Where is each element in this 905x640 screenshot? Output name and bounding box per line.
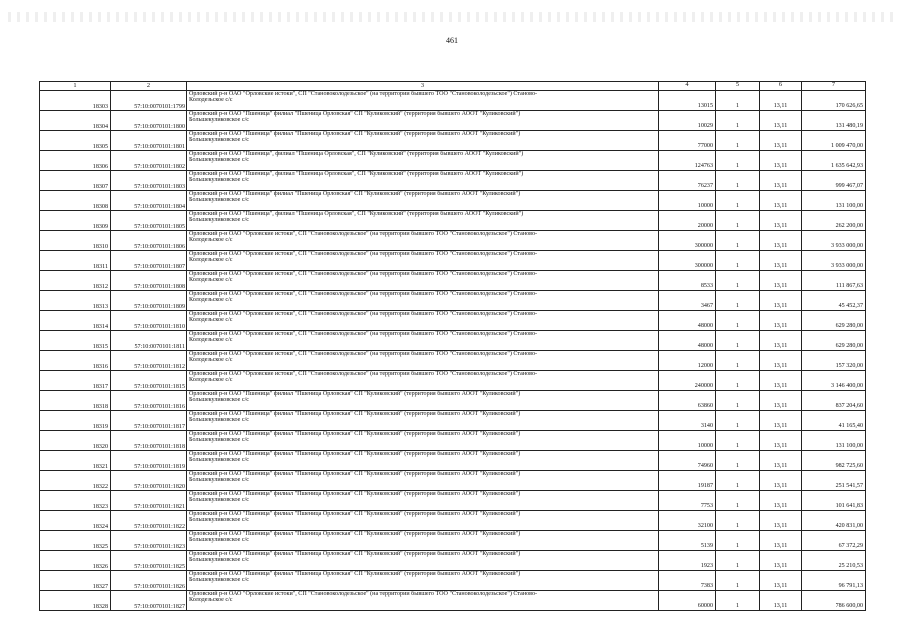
price-cell: 13,11 <box>760 491 802 511</box>
area-cell: 7753 <box>659 491 716 511</box>
cadastral-number-cell: 57:10:0070101:1810 <box>111 311 187 331</box>
description-line-1: Орловский р-н ОАО "Орловские истоки", СП "Становоколодезьское" (на территории бывшего ТОО "Становоколодезьское") Станово- <box>189 231 538 237</box>
description-line-2: Колодезьское с/с <box>189 337 233 344</box>
description-cell <box>187 111 659 131</box>
value-cell: 837 204,60 <box>802 391 866 411</box>
page-number: 461 <box>446 36 458 45</box>
area-cell: 13015 <box>659 91 716 111</box>
table-row <box>40 211 866 231</box>
description-line-2: Большекуликовское с/с <box>189 217 249 224</box>
area-cell: 74960 <box>659 451 716 471</box>
price-cell: 13,11 <box>760 571 802 591</box>
description-line-2: Большекуликовское с/с <box>189 137 249 144</box>
area-cell: 77000 <box>659 131 716 151</box>
cadastral-number-cell: 57:10:0070101:1801 <box>111 131 187 151</box>
row-id-cell: 18322 <box>40 471 111 491</box>
header-col-1: 1 <box>40 82 111 91</box>
price-cell: 13,11 <box>760 411 802 431</box>
description-cell <box>187 91 659 111</box>
count-cell: 1 <box>716 491 760 511</box>
area-cell: 12000 <box>659 351 716 371</box>
price-cell: 13,11 <box>760 191 802 211</box>
description-cell <box>187 551 659 571</box>
price-cell: 13,11 <box>760 551 802 571</box>
description-line-2: Большекуликовское с/с <box>189 417 249 424</box>
value-cell: 45 452,37 <box>802 291 866 311</box>
price-cell: 13,11 <box>760 251 802 271</box>
description-line-1: Орловский р-н ОАО "Пшеница" филиал "Пшеница Орловская" СП "Куликовский" (территория бывшего АООТ "Куликовский") <box>189 111 521 117</box>
table-row <box>40 91 866 111</box>
description-line-1: Орловский р-н ОАО "Пшеница" филиал "Пшеница Орловская" СП "Куликовский" (территория бывшего АООТ "Куликовский") <box>189 451 521 457</box>
row-id-cell: 18325 <box>40 531 111 551</box>
description-cell <box>187 191 659 211</box>
description-cell <box>187 351 659 371</box>
description-line-1: Орловский р-н ОАО "Орловские истоки", СП "Становоколодезьское" (на территории бывшего ТОО "Становоколодезьское") Станово- <box>189 91 538 97</box>
count-cell: 1 <box>716 231 760 251</box>
description-line-1: Орловский р-н ОАО "Пшеница", филиал "Пшеница Орловская", СП "Куликовский" (территория бывшего АООТ "Куликовский") <box>189 211 524 217</box>
description-cell <box>187 311 659 331</box>
table-row <box>40 591 866 611</box>
count-cell: 1 <box>716 191 760 211</box>
header-col-6: 6 <box>760 82 802 91</box>
header-col-5: 5 <box>716 82 760 91</box>
row-id-cell: 18306 <box>40 151 111 171</box>
value-cell: 251 541,57 <box>802 471 866 491</box>
count-cell: 1 <box>716 91 760 111</box>
description-cell <box>187 211 659 231</box>
count-cell: 1 <box>716 251 760 271</box>
area-cell: 3140 <box>659 411 716 431</box>
value-cell: 3 933 000,00 <box>802 231 866 251</box>
count-cell: 1 <box>716 211 760 231</box>
count-cell: 1 <box>716 311 760 331</box>
table-row <box>40 451 866 471</box>
value-cell: 157 320,00 <box>802 351 866 371</box>
price-cell: 13,11 <box>760 271 802 291</box>
cadastral-number-cell: 57:10:0070101:1820 <box>111 471 187 491</box>
table-row <box>40 371 866 391</box>
row-id-cell: 18321 <box>40 451 111 471</box>
description-line-2: Колодезьское с/с <box>189 297 233 304</box>
value-cell: 67 372,29 <box>802 531 866 551</box>
cadastral-number-cell: 57:10:0070101:1806 <box>111 231 187 251</box>
cadastral-number-cell: 57:10:0070101:1809 <box>111 291 187 311</box>
row-id-cell: 18304 <box>40 111 111 131</box>
area-cell: 63860 <box>659 391 716 411</box>
row-id-cell: 18320 <box>40 431 111 451</box>
row-id-cell: 18313 <box>40 291 111 311</box>
row-id-cell: 18328 <box>40 591 111 611</box>
count-cell: 1 <box>716 291 760 311</box>
value-cell: 131 100,00 <box>802 431 866 451</box>
price-cell: 13,11 <box>760 131 802 151</box>
table-row <box>40 471 866 491</box>
value-cell: 41 165,40 <box>802 411 866 431</box>
description-cell <box>187 531 659 551</box>
description-cell <box>187 511 659 531</box>
description-line-2: Колодезьское с/с <box>189 237 233 244</box>
land-parcel-table <box>39 81 866 611</box>
description-line-2: Большекуликовское с/с <box>189 177 249 184</box>
area-cell: 32100 <box>659 511 716 531</box>
cadastral-number-cell: 57:10:0070101:1819 <box>111 451 187 471</box>
description-line-1: Орловский р-н ОАО "Пшеница" филиал "Пшеница Орловская" СП "Куликовский" (территория бывшего АООТ "Куликовский") <box>189 551 521 557</box>
description-line-2: Большекуликовское с/с <box>189 477 249 484</box>
value-cell: 3 933 000,00 <box>802 251 866 271</box>
cadastral-number-cell: 57:10:0070101:1816 <box>111 391 187 411</box>
description-cell <box>187 151 659 171</box>
description-line-2: Большекуликовское с/с <box>189 537 249 544</box>
count-cell: 1 <box>716 331 760 351</box>
description-cell <box>187 171 659 191</box>
row-id-cell: 18317 <box>40 371 111 391</box>
description-line-1: Орловский р-н ОАО "Орловские истоки", СП "Становоколодезьское" (на территории бывшего ТОО "Становоколодезьское") Станово- <box>189 291 538 297</box>
value-cell: 170 626,65 <box>802 91 866 111</box>
description-line-1: Орловский р-н ОАО "Орловские истоки", СП "Становоколодезьское" (на территории бывшего ТОО "Становоколодезьское") Станово- <box>189 591 538 597</box>
value-cell: 786 600,00 <box>802 591 866 611</box>
row-id-cell: 18319 <box>40 411 111 431</box>
cadastral-number-cell: 57:10:0070101:1799 <box>111 91 187 111</box>
cadastral-number-cell: 57:10:0070101:1812 <box>111 351 187 371</box>
description-line-2: Колодезьское с/с <box>189 97 233 104</box>
table-row <box>40 351 866 371</box>
row-id-cell: 18305 <box>40 131 111 151</box>
count-cell: 1 <box>716 511 760 531</box>
price-cell: 13,11 <box>760 211 802 231</box>
description-line-1: Орловский р-н ОАО "Пшеница" филиал "Пшеница Орловская" СП "Куликовский" (территория бывшего АООТ "Куликовский") <box>189 571 521 577</box>
description-line-1: Орловский р-н ОАО "Орловские истоки", СП "Становоколодезьское" (на территории бывшего ТОО "Становоколодезьское") Станово- <box>189 251 538 257</box>
table-row <box>40 171 866 191</box>
row-id-cell: 18318 <box>40 391 111 411</box>
area-cell: 300000 <box>659 231 716 251</box>
row-id-cell: 18312 <box>40 271 111 291</box>
row-id-cell: 18323 <box>40 491 111 511</box>
description-line-2: Колодезьское с/с <box>189 597 233 604</box>
row-id-cell: 18324 <box>40 511 111 531</box>
description-line-1: Орловский р-н ОАО "Пшеница" филиал "Пшеница Орловская" СП "Куликовский" (территория бывшего АООТ "Куликовский") <box>189 491 521 497</box>
value-cell: 96 791,13 <box>802 571 866 591</box>
table-row <box>40 431 866 451</box>
count-cell: 1 <box>716 151 760 171</box>
cadastral-number-cell: 57:10:0070101:1826 <box>111 571 187 591</box>
area-cell: 3467 <box>659 291 716 311</box>
area-cell: 7383 <box>659 571 716 591</box>
row-id-cell: 18309 <box>40 211 111 231</box>
description-cell <box>187 471 659 491</box>
description-line-2: Колодезьское с/с <box>189 357 233 364</box>
description-line-2: Большекуликовское с/с <box>189 517 249 524</box>
cadastral-number-cell: 57:10:0070101:1805 <box>111 211 187 231</box>
price-cell: 13,11 <box>760 91 802 111</box>
count-cell: 1 <box>716 171 760 191</box>
cadastral-number-cell: 57:10:0070101:1800 <box>111 111 187 131</box>
count-cell: 1 <box>716 371 760 391</box>
table-row <box>40 411 866 431</box>
description-line-2: Большекуликовское с/с <box>189 197 249 204</box>
price-cell: 13,11 <box>760 431 802 451</box>
description-line-2: Большекуликовское с/с <box>189 117 249 124</box>
cadastral-number-cell: 57:10:0070101:1818 <box>111 431 187 451</box>
count-cell: 1 <box>716 391 760 411</box>
count-cell: 1 <box>716 551 760 571</box>
row-id-cell: 18308 <box>40 191 111 211</box>
description-line-1: Орловский р-н ОАО "Пшеница", филиал "Пшеница Орловская", СП "Куликовский" (территория бывшего АООТ "Куликовский") <box>189 151 524 157</box>
description-cell <box>187 451 659 471</box>
price-cell: 13,11 <box>760 591 802 611</box>
cadastral-number-cell: 57:10:0070101:1811 <box>111 331 187 351</box>
cadastral-number-cell: 57:10:0070101:1825 <box>111 551 187 571</box>
price-cell: 13,11 <box>760 371 802 391</box>
count-cell: 1 <box>716 271 760 291</box>
description-line-2: Большекуликовское с/с <box>189 397 249 404</box>
description-line-1: Орловский р-н ОАО "Пшеница" филиал "Пшеница Орловская" СП "Куликовский" (территория бывшего АООТ "Куликовский") <box>189 191 521 197</box>
header-col-7: 7 <box>802 82 866 91</box>
value-cell: 999 467,07 <box>802 171 866 191</box>
area-cell: 60000 <box>659 591 716 611</box>
description-line-1: Орловский р-н ОАО "Пшеница" филиал "Пшеница Орловская" СП "Куликовский" (территория бывшего АООТ "Куликовский") <box>189 131 521 137</box>
count-cell: 1 <box>716 431 760 451</box>
description-line-2: Большекуликовское с/с <box>189 437 249 444</box>
count-cell: 1 <box>716 451 760 471</box>
table-row <box>40 271 866 291</box>
table-row <box>40 251 866 271</box>
description-line-2: Большекуликовское с/с <box>189 557 249 564</box>
value-cell: 131 100,00 <box>802 191 866 211</box>
table-row <box>40 191 866 211</box>
cadastral-number-cell: 57:10:0070101:1821 <box>111 491 187 511</box>
price-cell: 13,11 <box>760 311 802 331</box>
price-cell: 13,11 <box>760 531 802 551</box>
table-row <box>40 551 866 571</box>
value-cell: 101 641,83 <box>802 491 866 511</box>
price-cell: 13,11 <box>760 471 802 491</box>
description-line-1: Орловский р-н ОАО "Пшеница" филиал "Пшеница Орловская" СП "Куликовский" (территория бывшего АООТ "Куликовский") <box>189 411 521 417</box>
value-cell: 1 009 470,00 <box>802 131 866 151</box>
cadastral-number-cell: 57:10:0070101:1802 <box>111 151 187 171</box>
area-cell: 48000 <box>659 311 716 331</box>
price-cell: 13,11 <box>760 291 802 311</box>
area-cell: 124763 <box>659 151 716 171</box>
price-cell: 13,11 <box>760 451 802 471</box>
area-cell: 19187 <box>659 471 716 491</box>
description-line-1: Орловский р-н ОАО "Пшеница" филиал "Пшеница Орловская" СП "Куликовский" (территория бывшего АООТ "Куликовский") <box>189 431 521 437</box>
description-line-1: Орловский р-н ОАО "Орловские истоки", СП "Становоколодезьское" (на территории бывшего ТОО "Становоколодезьское") Станово- <box>189 371 538 377</box>
description-line-1: Орловский р-н ОАО "Пшеница" филиал "Пшеница Орловская" СП "Куликовский" (территория бывшего АООТ "Куликовский") <box>189 391 521 397</box>
price-cell: 13,11 <box>760 511 802 531</box>
value-cell: 629 280,00 <box>802 331 866 351</box>
description-cell <box>187 271 659 291</box>
table-row <box>40 531 866 551</box>
area-cell: 10000 <box>659 191 716 211</box>
description-line-1: Орловский р-н ОАО "Пшеница" филиал "Пшеница Орловская" СП "Куликовский" (территория бывшего АООТ "Куликовский") <box>189 511 521 517</box>
table-row <box>40 331 866 351</box>
area-cell: 300000 <box>659 251 716 271</box>
description-line-1: Орловский р-н ОАО "Орловские истоки", СП "Становоколодезьское" (на территории бывшего ТОО "Становоколодезьское") Станово- <box>189 311 538 317</box>
description-cell <box>187 391 659 411</box>
description-line-1: Орловский р-н ОАО "Пшеница", филиал "Пшеница Орловская", СП "Куликовский" (территория бывшего АООТ "Куликовский") <box>189 171 524 177</box>
count-cell: 1 <box>716 131 760 151</box>
row-id-cell: 18315 <box>40 331 111 351</box>
table-row <box>40 151 866 171</box>
row-id-cell: 18326 <box>40 551 111 571</box>
description-line-2: Колодезьское с/с <box>189 257 233 264</box>
count-cell: 1 <box>716 111 760 131</box>
cadastral-number-cell: 57:10:0070101:1807 <box>111 251 187 271</box>
description-line-2: Большекуликовское с/с <box>189 497 249 504</box>
table-row <box>40 491 866 511</box>
price-cell: 13,11 <box>760 111 802 131</box>
row-id-cell: 18314 <box>40 311 111 331</box>
description-line-1: Орловский р-н ОАО "Орловские истоки", СП "Становоколодезьское" (на территории бывшего ТОО "Становоколодезьское") Станово- <box>189 271 538 277</box>
row-id-cell: 18327 <box>40 571 111 591</box>
value-cell: 262 200,00 <box>802 211 866 231</box>
price-cell: 13,11 <box>760 151 802 171</box>
table-row <box>40 231 866 251</box>
count-cell: 1 <box>716 571 760 591</box>
cadastral-number-cell: 57:10:0070101:1804 <box>111 191 187 211</box>
header-col-4: 4 <box>659 82 716 91</box>
table-row <box>40 511 866 531</box>
count-cell: 1 <box>716 411 760 431</box>
value-cell: 111 867,63 <box>802 271 866 291</box>
row-id-cell: 18310 <box>40 231 111 251</box>
row-id-cell: 18311 <box>40 251 111 271</box>
cadastral-number-cell: 57:10:0070101:1803 <box>111 171 187 191</box>
table-row <box>40 111 866 131</box>
area-cell: 240000 <box>659 371 716 391</box>
count-cell: 1 <box>716 591 760 611</box>
cadastral-number-cell: 57:10:0070101:1822 <box>111 511 187 531</box>
cadastral-number-cell: 57:10:0070101:1808 <box>111 271 187 291</box>
price-cell: 13,11 <box>760 351 802 371</box>
description-line-2: Большекуликовское с/с <box>189 157 249 164</box>
value-cell: 1 635 642,93 <box>802 151 866 171</box>
area-cell: 20000 <box>659 211 716 231</box>
cadastral-number-cell: 57:10:0070101:1827 <box>111 591 187 611</box>
area-cell: 1923 <box>659 551 716 571</box>
table-row <box>40 571 866 591</box>
table-row <box>40 131 866 151</box>
area-cell: 5139 <box>659 531 716 551</box>
area-cell: 76237 <box>659 171 716 191</box>
description-cell <box>187 291 659 311</box>
price-cell: 13,11 <box>760 391 802 411</box>
description-cell <box>187 231 659 251</box>
value-cell: 25 210,53 <box>802 551 866 571</box>
description-line-1: Орловский р-н ОАО "Орловские истоки", СП "Становоколодезьское" (на территории бывшего ТОО "Становоколодезьское") Станово- <box>189 331 538 337</box>
price-cell: 13,11 <box>760 171 802 191</box>
description-cell <box>187 411 659 431</box>
price-cell: 13,11 <box>760 331 802 351</box>
value-cell: 3 146 400,00 <box>802 371 866 391</box>
header-row <box>40 82 866 91</box>
description-cell <box>187 131 659 151</box>
area-cell: 10000 <box>659 431 716 451</box>
description-line-1: Орловский р-н ОАО "Орловские истоки", СП "Становоколодезьское" (на территории бывшего ТОО "Становоколодезьское") Станово- <box>189 351 538 357</box>
value-cell: 131 480,19 <box>802 111 866 131</box>
header-col-2: 2 <box>111 82 187 91</box>
description-line-2: Большекуликовское с/с <box>189 457 249 464</box>
cadastral-number-cell: 57:10:0070101:1823 <box>111 531 187 551</box>
description-line-1: Орловский р-н ОАО "Пшеница" филиал "Пшеница Орловская" СП "Куликовский" (территория бывшего АООТ "Куликовский") <box>189 471 521 477</box>
table-row <box>40 291 866 311</box>
table-row <box>40 391 866 411</box>
description-line-2: Большекуликовское с/с <box>189 577 249 584</box>
description-cell <box>187 331 659 351</box>
description-cell <box>187 491 659 511</box>
count-cell: 1 <box>716 531 760 551</box>
row-id-cell: 18303 <box>40 91 111 111</box>
row-id-cell: 18307 <box>40 171 111 191</box>
area-cell: 48000 <box>659 331 716 351</box>
description-cell <box>187 571 659 591</box>
description-cell <box>187 591 659 611</box>
description-cell <box>187 431 659 451</box>
value-cell: 629 280,00 <box>802 311 866 331</box>
area-cell: 10029 <box>659 111 716 131</box>
description-line-2: Колодезьское с/с <box>189 377 233 384</box>
scan-noise-strip <box>8 12 893 22</box>
header-col-3: 3 <box>187 82 659 91</box>
description-cell <box>187 251 659 271</box>
description-cell <box>187 371 659 391</box>
value-cell: 420 831,00 <box>802 511 866 531</box>
row-id-cell: 18316 <box>40 351 111 371</box>
table-row <box>40 311 866 331</box>
value-cell: 982 725,60 <box>802 451 866 471</box>
description-line-2: Колодезьское с/с <box>189 277 233 284</box>
count-cell: 1 <box>716 471 760 491</box>
price-cell: 13,11 <box>760 231 802 251</box>
description-line-2: Колодезьское с/с <box>189 317 233 324</box>
table-body <box>40 91 866 611</box>
cadastral-number-cell: 57:10:0070101:1815 <box>111 371 187 391</box>
cadastral-number-cell: 57:10:0070101:1817 <box>111 411 187 431</box>
count-cell: 1 <box>716 351 760 371</box>
description-line-1: Орловский р-н ОАО "Пшеница" филиал "Пшеница Орловская" СП "Куликовский" (территория бывшего АООТ "Куликовский") <box>189 531 521 537</box>
area-cell: 8533 <box>659 271 716 291</box>
